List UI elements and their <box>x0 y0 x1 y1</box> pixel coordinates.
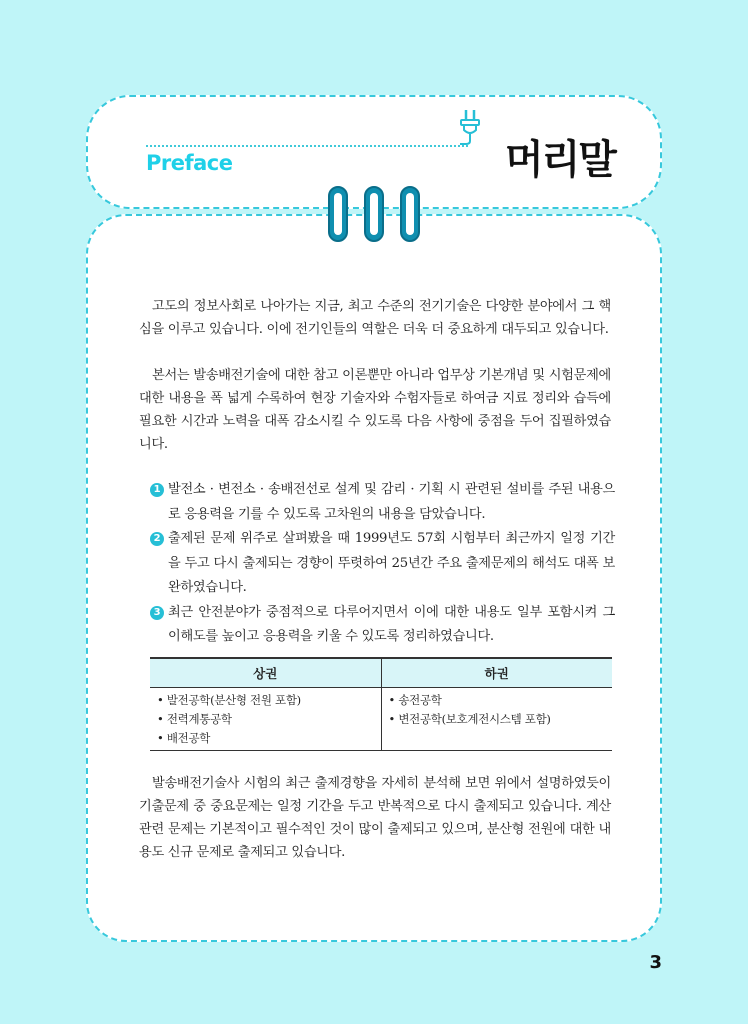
list-item-text: 발전소 · 변전소 · 송배전선로 설계 및 감리 · 기획 시 관련된 설비를 주된 내용으로 응용력을 기를 수 있도록 고차원의 내용을 담았습니다. <box>168 482 615 522</box>
header-dotted-line <box>146 145 468 147</box>
page-title: 머리말 <box>505 137 615 183</box>
binder-ring-icon <box>327 185 349 243</box>
plug-icon <box>456 108 486 148</box>
key-points-list <box>150 478 615 650</box>
purpose-paragraph: 본서는 발송배전기술에 대한 참고 이론뿐만 아니라 업무상 기본개념 및 시험문제에 대한 내용을 폭 넓게 수록하여 현장 기술자와 수험자들로 하여금 지료 정리와 습득에 필요한 시간과 노력을 대폭 감소시킬 수 있도록 다음 사항에 중점을 두어 집필하였습니다. <box>139 368 611 452</box>
table-cell-item: • 발전공학(분산형 전원 포함) <box>157 691 381 710</box>
list-item <box>150 601 615 650</box>
table-cell-item: • 전력계통공학 <box>157 710 381 729</box>
preface-label: Preface <box>146 151 233 175</box>
list-item <box>150 527 615 601</box>
binder-ring-icon <box>399 185 421 243</box>
list-item-text: 최근 안전분야가 중점적으로 다루어지면서 이에 대한 내용도 일부 포함시켜 그 이해도를 높이고 응용력을 키울 수 있도록 정리하였습니다. <box>168 604 615 644</box>
list-item <box>150 478 615 527</box>
number-badge: 3 <box>150 606 164 620</box>
list-item-text: 출제된 문제 위주로 살펴봤을 때 1999년도 57회 시험부터 최근까지 일정 기간을 두고 다시 출제되는 경향이 뚜렷하여 25년간 주요 출제문제의 해석도 대폭 보완하였습니다. <box>168 531 615 595</box>
table-cell-item: • 변전공학(보호계전시스템 포함) <box>389 710 613 729</box>
table-header-upper: 상권 <box>150 658 381 688</box>
intro-paragraph: 고도의 정보사회로 나아가는 지금, 최고 수준의 전기기술은 다양한 분야에서 그 핵심을 이루고 있습니다. 이에 전기인들의 역할은 더욱 더 중요하게 대두되고 있습니다. <box>139 299 611 337</box>
table-cell-item: • 배전공학 <box>157 729 381 748</box>
upper-volume-cell <box>150 688 381 751</box>
table-header-lower: 하권 <box>381 658 612 688</box>
lower-volume-cell <box>381 688 612 751</box>
volume-table <box>150 657 612 751</box>
table-cell-item: • 송전공학 <box>389 691 613 710</box>
binder-ring-icon <box>363 185 385 243</box>
number-badge: 2 <box>150 532 164 546</box>
number-badge: 1 <box>150 483 164 497</box>
page-number: 3 <box>649 952 662 973</box>
closing-paragraph: 발송배전기술사 시험의 최근 출제경향을 자세히 분석해 보면 위에서 설명하였듯이 기출문제 중 중요문제는 일정 기간을 두고 반복적으로 다시 출제되고 있습니다. 계산 관련 문제는 기본적이고 필수적인 것이 많이 출제되고 있으며, 분산형 전원에 대한 내용도 신규 문제로 출제되고 있습니다. <box>139 776 611 860</box>
